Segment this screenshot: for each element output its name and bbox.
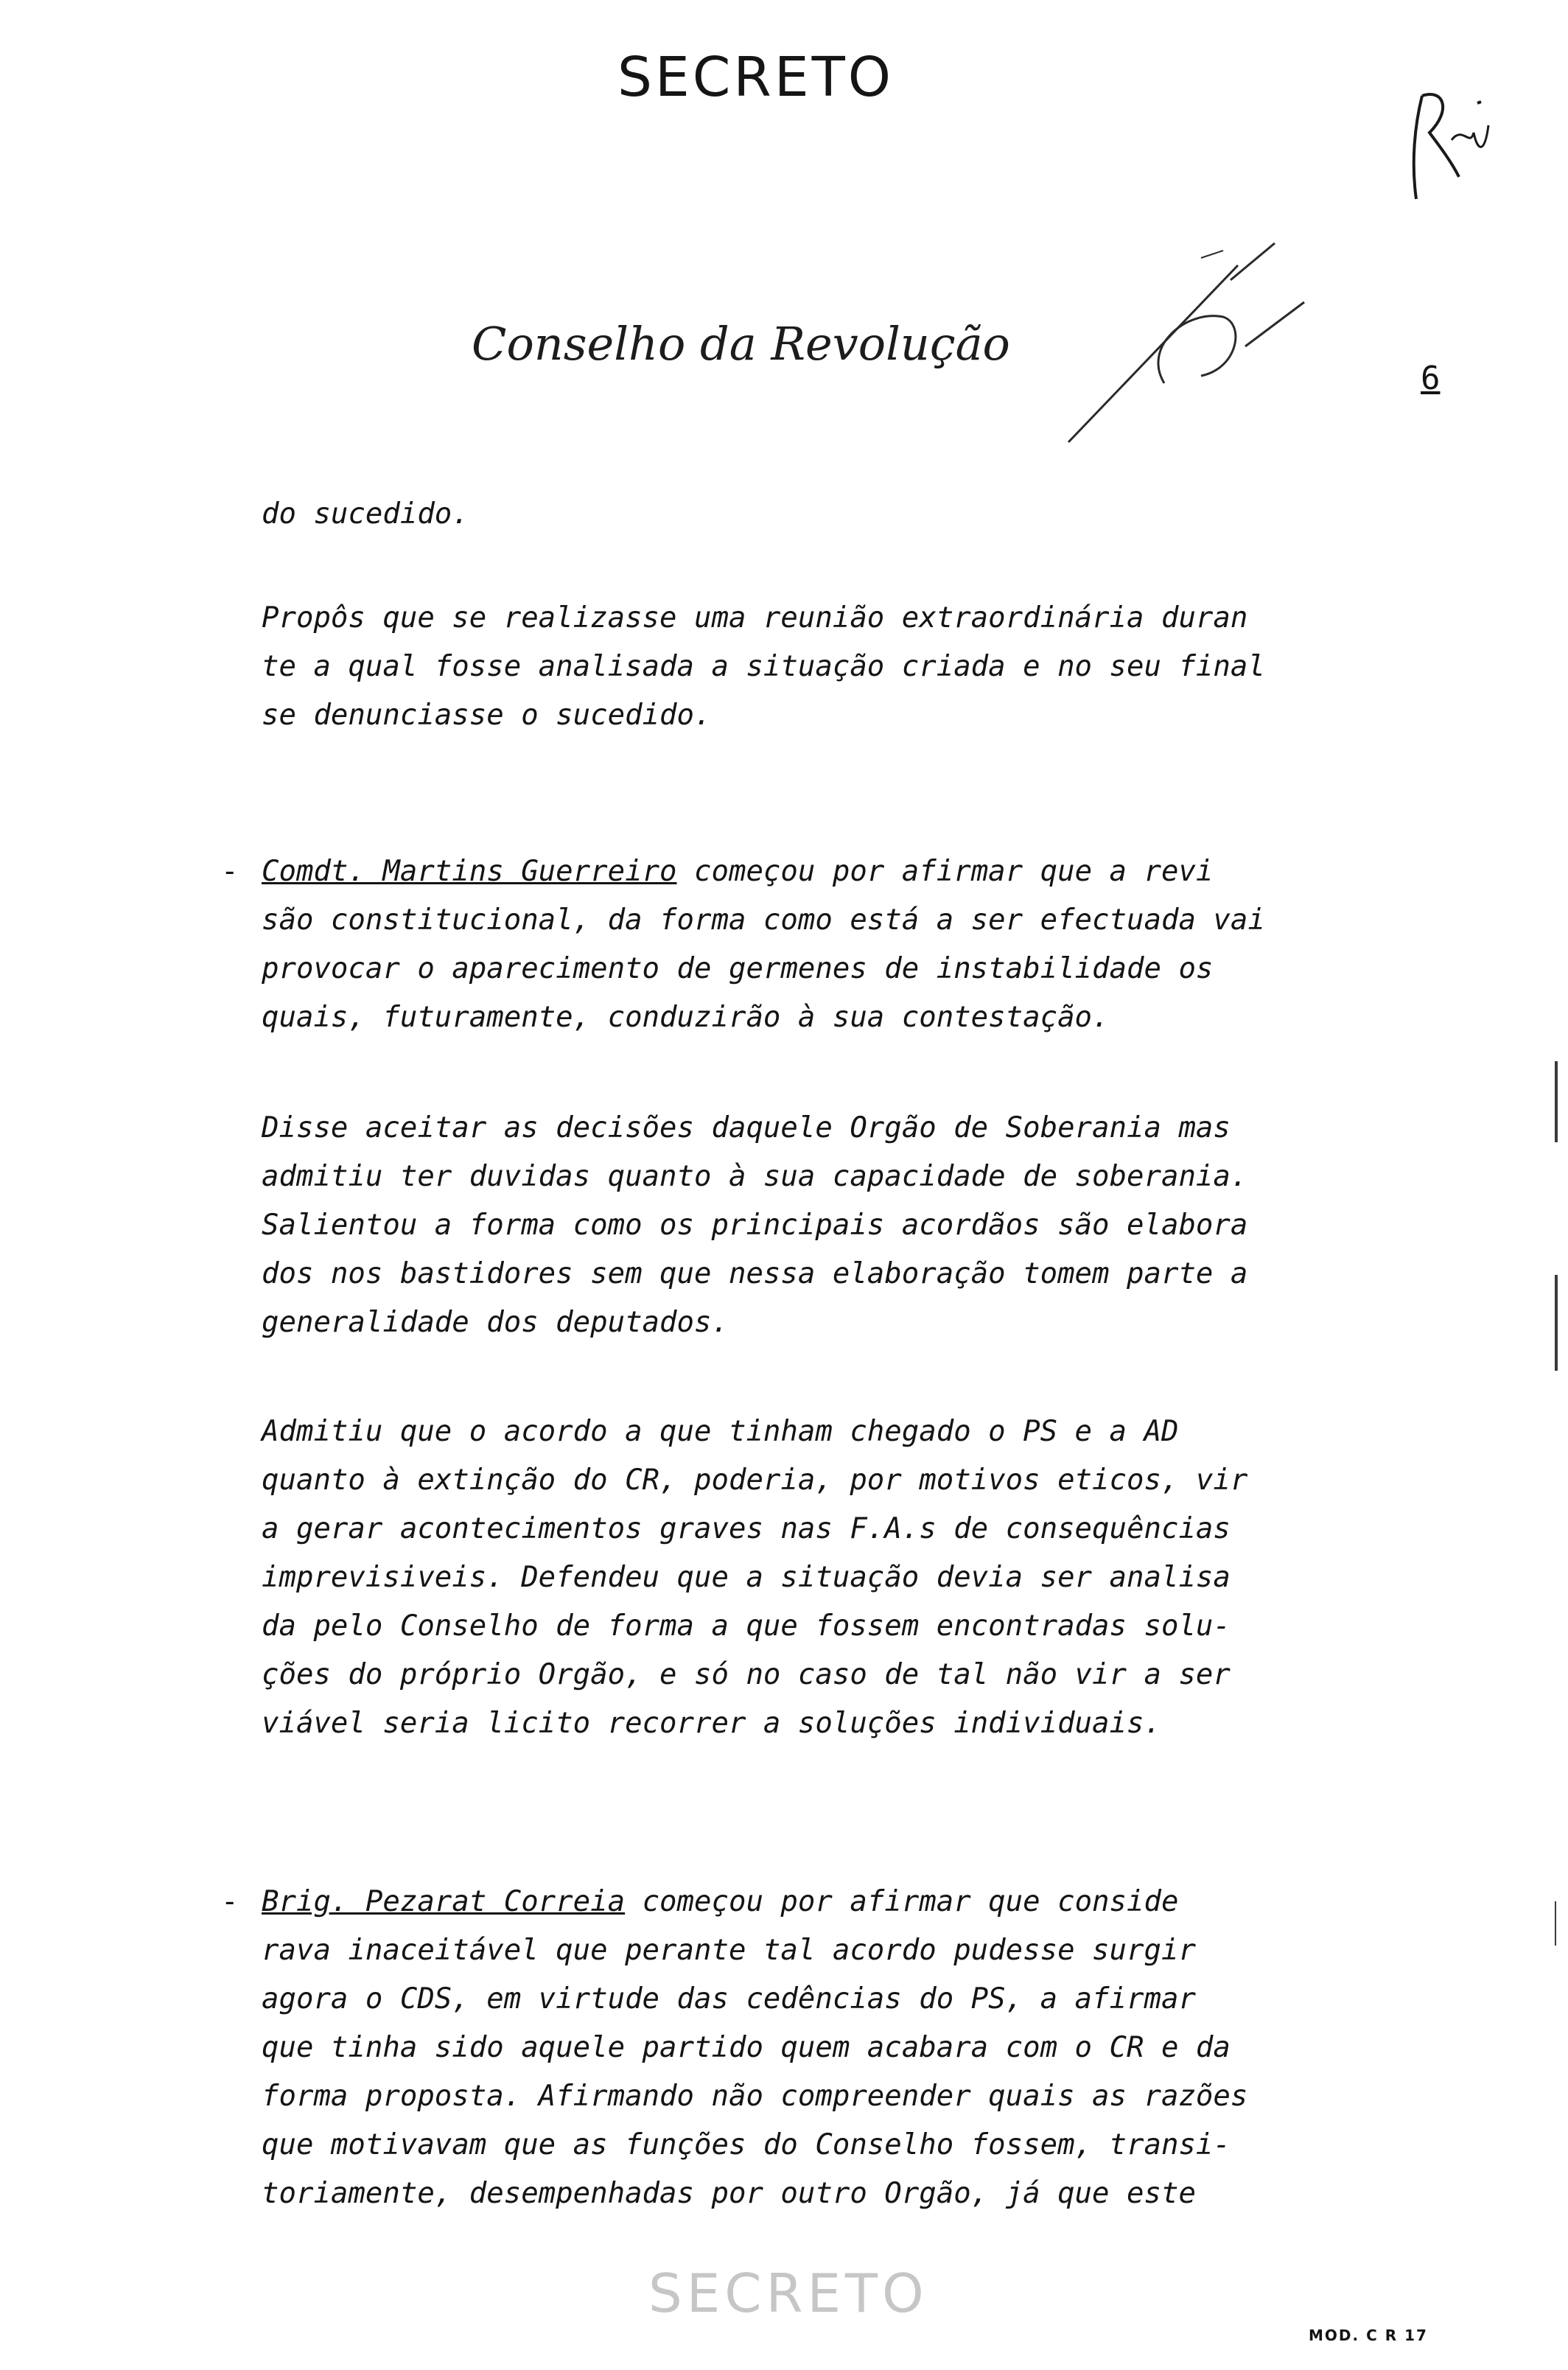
text-line: que tinha sido aquele partido quem acabara com o CR e da — [262, 2031, 1231, 2064]
page-number: 6 — [1421, 360, 1441, 397]
signature-mark — [1054, 236, 1319, 450]
speaker-name: Brig. Pezarat Correia — [262, 1885, 626, 1918]
paragraph-2 — [262, 594, 1455, 740]
speaker-name: Comdt. Martins Guerreiro — [262, 855, 677, 888]
paragraph-1 — [262, 490, 1455, 539]
letterhead-title: Conselho da Revolução — [472, 317, 1010, 371]
text-line: quanto à extinção do CR, poderia, por motivos eticos, vir — [262, 1464, 1248, 1497]
text-line: começou por afirmar que conside — [625, 1885, 1179, 1918]
text-line: viável seria licito recorrer a soluções individuais. — [262, 1707, 1161, 1740]
text-line: provocar o aparecimento de germenes de instabilidade os — [262, 952, 1214, 985]
text-line: começou por afirmar que a revi — [676, 855, 1214, 888]
scan-margin-mark — [1555, 1901, 1556, 1946]
text-line: da pelo Conselho de forma a que fossem encontradas solu- — [262, 1609, 1231, 1643]
text-line: que motivavam que as funções do Conselho fossem, transi- — [262, 2128, 1231, 2161]
text-line: toriamente, desempenhadas por outro Orgão, já que este — [262, 2177, 1196, 2210]
text-line: a gerar acontecimentos graves nas F.A.s de consequências — [262, 1512, 1231, 1545]
text-line: Disse aceitar as decisões daquele Orgão de Soberania mas — [262, 1111, 1231, 1144]
text-line: Admitiu que o acordo a que tinham chegado o PS e a AD — [262, 1415, 1179, 1448]
text-line: do sucedido. — [262, 497, 469, 531]
handwritten-initials — [1400, 81, 1496, 206]
text-line: ções do próprio Orgão, e só no caso de tal não vir a ser — [262, 1658, 1231, 1691]
list-dash: - — [221, 855, 239, 888]
secret-stamp-bottom: SECRETO — [648, 2262, 928, 2324]
scan-margin-mark — [1555, 1061, 1558, 1142]
text-line: rava inaceitável que perante tal acordo pudesse surgir — [262, 1934, 1196, 1967]
list-dash: - — [221, 1885, 239, 1918]
text-line: admitiu ter duvidas quanto à sua capacidade de soberania. — [262, 1160, 1248, 1193]
text-line: se denunciasse o sucedido. — [262, 699, 712, 732]
text-line: generalidade dos deputados. — [262, 1306, 729, 1339]
scan-margin-mark — [1555, 1275, 1558, 1371]
text-line: imprevisiveis. Defendeu que a situação devia ser analisa — [262, 1561, 1231, 1594]
text-line: são constitucional, da forma como está a ser efectuada vai — [262, 903, 1265, 937]
text-line: forma proposta. Afirmando não compreender quais as razões — [262, 2080, 1248, 2113]
paragraph-3 — [262, 847, 1455, 1042]
text-line: te a qual fosse analisada a situação criada e no seu final — [262, 650, 1265, 683]
form-model-code: MOD. C R 17 — [1309, 2327, 1428, 2344]
text-line: agora o CDS, em virtude das cedências do PS, a afirmar — [262, 1982, 1196, 2016]
text-line: Salientou a forma como os principais acordãos são elabora — [262, 1209, 1248, 1242]
text-line: dos nos bastidores sem que nessa elaboração tomem parte a — [262, 1257, 1248, 1290]
text-line: Propôs que se realizasse uma reunião extraordinária duran — [262, 601, 1248, 635]
text-line: quais, futuramente, conduzirão à sua contestação. — [262, 1001, 1110, 1034]
paragraph-6 — [262, 1878, 1455, 2218]
secret-stamp-top: SECRETO — [617, 46, 895, 109]
paragraph-4 — [262, 1104, 1455, 1347]
paragraph-5 — [262, 1408, 1455, 1748]
